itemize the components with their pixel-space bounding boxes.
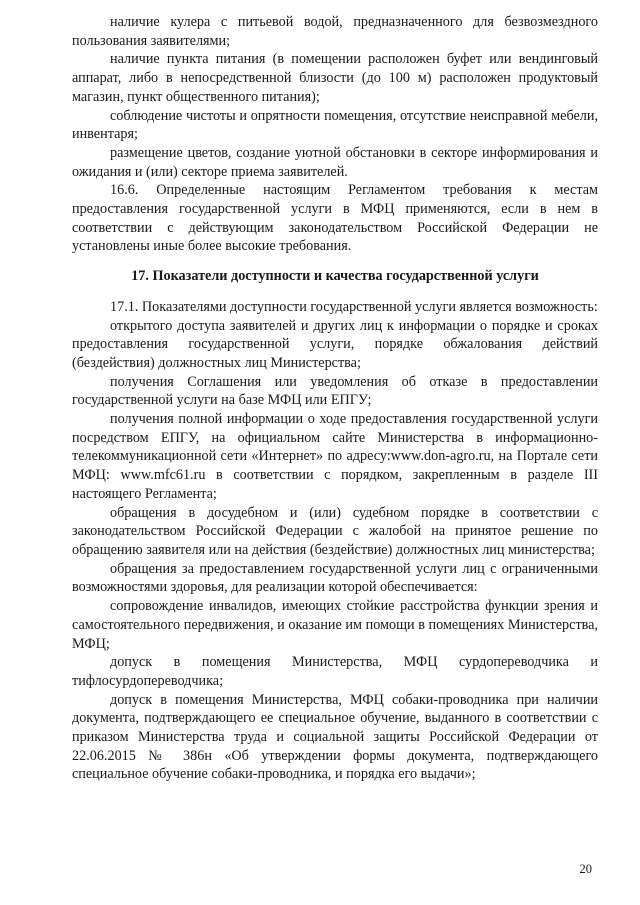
paragraph-open-access: открытого доступа заявителей и других лиц к информации о порядке и сроках предоставления государственной услуги, порядке обжалования действий (бездействия) должностных лиц Министерства;: [72, 317, 598, 371]
paragraph-interpreter: допуск в помещения Министерства, МФЦ сурдопереводчика и тифлосурдопереводчика;: [72, 654, 598, 689]
paragraph-guide-dog: допуск в помещения Министерства, МФЦ собаки-проводника при наличии документа, подтверждающего ее специальное обучение, выданного в соответствии с приказом Министерства труда и социальной защиты Российской Федерации от 22.06.2015 № 386н «Об утверждении формы документа, подтверждающего специальное обучение собаки-проводника, и порядка его выдачи»;: [72, 691, 598, 783]
paragraph-full-info: получения полной информации о ходе предоставления государственной услуги посредством ЕПГУ, на официальном сайте Министерства в информационно-телекоммуникационной сети «Интернет» по адресу:www.don-agro.ru, на Портале сети МФЦ: www.mfc61.ru в соответствии с порядком, закрепленным в разделе III настоящего Регламента;: [72, 411, 598, 502]
page-content: [72, 13, 598, 784]
paragraph-cleanliness: соблюдение чистоты и опрятности помещения, отсутствие неисправной мебели, инвентаря;: [72, 107, 598, 143]
section-heading-17: 17. Показатели доступности и качества государственной услуги: [131, 268, 539, 285]
paragraph-agreement: получения Соглашения или уведомления об отказе в предоставлении государственной услуги на базе МФЦ или ЕПГУ;: [72, 373, 598, 409]
paragraph-disabled-access: обращения за предоставлением государственной услуги лиц с ограниченными возможностями здоровья, для реализации которой обеспечивается:: [72, 560, 598, 596]
paragraph-escort: сопровождение инвалидов, имеющих стойкие расстройства функции зрения и самостоятельного передвижения, и оказание им помощи в помещениях Министерства, МФЦ;: [72, 598, 598, 652]
paragraph-food-point: наличие пункта питания (в помещении расположен буфет или вендинговый аппарат, либо в непосредственной близости (до 100 м) расположен продуктовый магазин, пункт общественного питания);: [72, 51, 598, 105]
paragraph-17-1: 17.1. Показателями доступности государственной услуги является возможность:: [110, 298, 598, 315]
paragraph-16-6: 16.6. Определенные настоящим Регламентом требования к местам предоставления государственной услуги в МФЦ применяются, если в нем в соответствии с действующим законодательством Российской Федерации не установлены иные более высокие требования.: [72, 182, 598, 255]
paragraph-flowers: размещение цветов, создание уютной обстановки в секторе информирования и ожидания и (или) секторе приема заявителей.: [72, 144, 598, 180]
paragraph-appeal: обращения в досудебном и (или) судебном порядке в соответствии с законодательством Российской Федерации с жалобой на принятое решение по обращению заявителя или на действия (бездействие) должностных лиц министерства;: [72, 504, 598, 558]
paragraph-cooler: наличие кулера с питьевой водой, предназначенного для безвозмездного пользования заявителями;: [72, 14, 598, 49]
page-number: 20: [579, 862, 592, 876]
